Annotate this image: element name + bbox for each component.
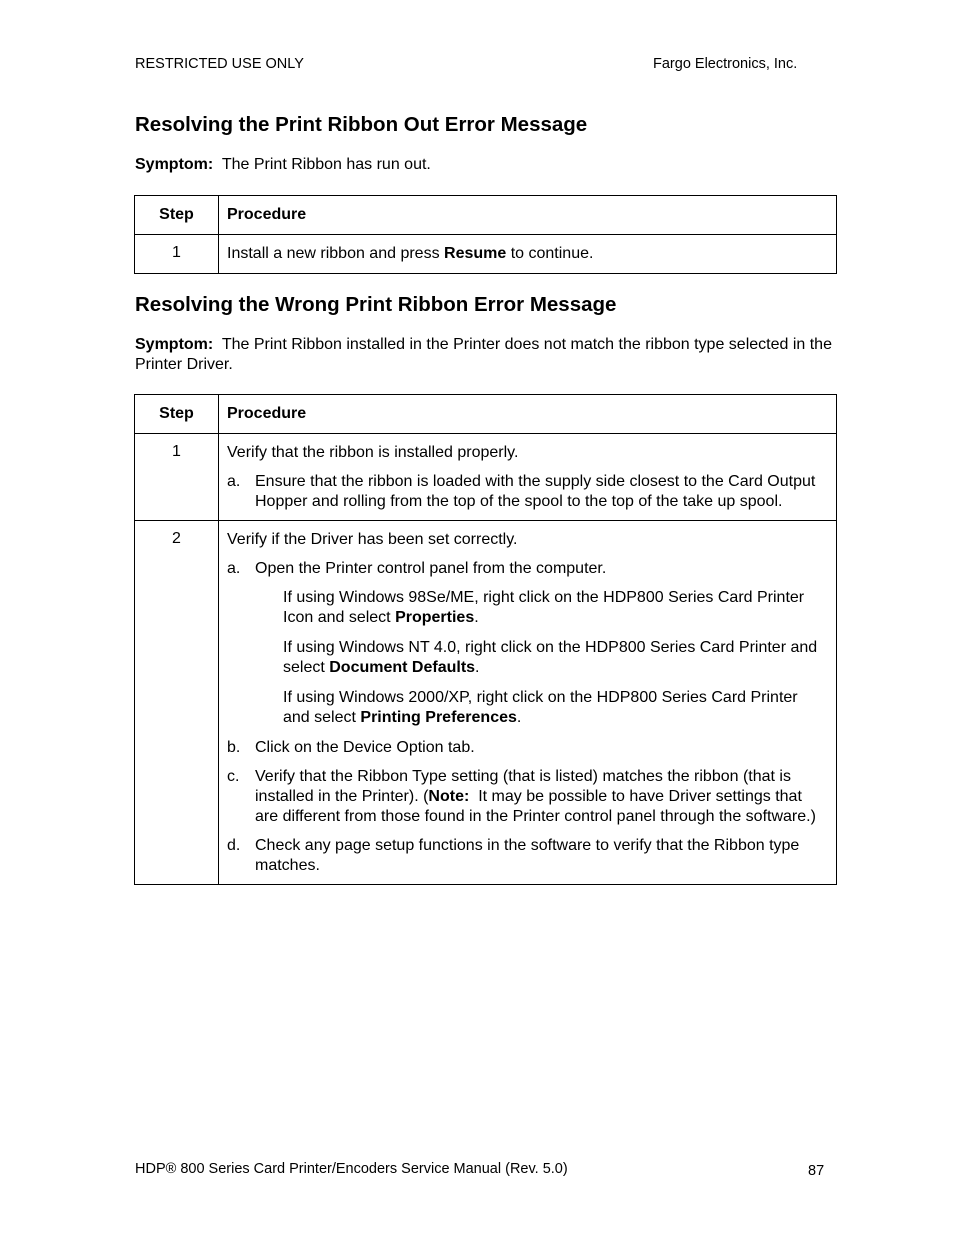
sub-bold: Properties [395,609,475,626]
list-item [227,738,828,758]
procedure-bold: Resume [444,245,507,262]
section2-table [134,394,837,885]
item-text-start: Verify that the Ribbon Type setting (that is listed) matches the ribbon (that is installed in the Printer). ( [255,768,791,805]
note-label: Note: [428,788,470,805]
sub-instruction [283,588,828,628]
procedure-cell [219,235,837,274]
step-number: 1 [135,434,219,521]
item-label: a. [227,560,241,577]
sub-text-end: . [474,609,479,626]
procedure-text-end: to continue. [506,245,594,262]
sub-text-end: . [475,659,480,676]
section1-title: Resolving the Print Ribbon Out Error Message [135,113,588,136]
list-item [227,767,828,827]
item-label: a. [227,473,241,490]
step-number: 2 [135,521,219,885]
item-text [255,767,828,827]
sub-bold: Document Defaults [329,659,476,676]
header-right: Fargo Electronics, Inc. [653,56,798,72]
sub-text: If using Windows NT 4.0, right click on the HDP800 Series Card Printer and select [283,639,818,676]
page-number: 87 [808,1163,825,1179]
sub-bold: Printing Preferences [360,709,517,726]
step-number: 1 [135,235,219,274]
col-step: Step [135,395,219,434]
item-label: c. [227,768,240,785]
table-header-row [135,395,837,434]
header-left: RESTRICTED USE ONLY [135,56,304,72]
symptom-text: The Print Ribbon installed in the Printer does not match the ribbon type selected in the Printer Driver. [135,336,832,373]
symptom-text: The Print Ribbon has run out. [221,156,431,173]
footer-title: HDP® 800 Series Card Printer/Encoders Service Manual (Rev. 5.0) [135,1161,568,1177]
list-item [227,472,828,512]
sub-instruction [283,688,828,728]
section2-symptom [135,335,837,375]
procedure-cell [219,521,837,885]
sub-text: If using Windows 98Se/ME, right click on the HDP800 Series Card Printer Icon and select [283,589,805,626]
sub-text-end: . [516,709,522,726]
item-text: Open the Printer control panel from the computer. [255,560,607,577]
list-item [227,559,828,579]
list-item [227,836,828,876]
table-row [135,235,837,274]
item-label: d. [227,837,241,854]
sub-instruction [283,638,828,678]
table-row [135,521,837,885]
sub-text: If using Windows 2000/XP, right click on the HDP800 Series Card Printer and select [283,689,798,726]
col-step: Step [135,196,219,235]
item-label: b. [227,739,241,756]
procedure-text: Install a new ribbon and press [227,245,445,262]
table-row [135,434,837,521]
col-procedure: Procedure [219,395,837,434]
section1-table [134,195,837,274]
item-text: Check any page setup functions in the software to verify that the Ribbon type matches. [255,837,800,874]
step-main-text: Verify that the ribbon is installed properly. [227,444,519,461]
item-text-end: It may be possible to have Driver settings that are different from those found in the Printer control panel through the software.) [255,788,816,825]
section2-title: Resolving the Wrong Print Ribbon Error Message [135,293,617,316]
section1-symptom [135,155,837,175]
table-header-row [135,196,837,235]
item-text: Click on the Device Option tab. [255,739,475,756]
item-text: Ensure that the ribbon is loaded with the supply side closest to the Card Output Hopper and rolling from the top of the spool to the top of the take up spool. [255,473,816,510]
step-main-text: Verify if the Driver has been set correctly. [227,531,518,548]
procedure-cell [219,434,837,521]
symptom-label: Symptom: [135,336,214,353]
col-procedure: Procedure [219,196,837,235]
symptom-label: Symptom: [135,156,214,173]
